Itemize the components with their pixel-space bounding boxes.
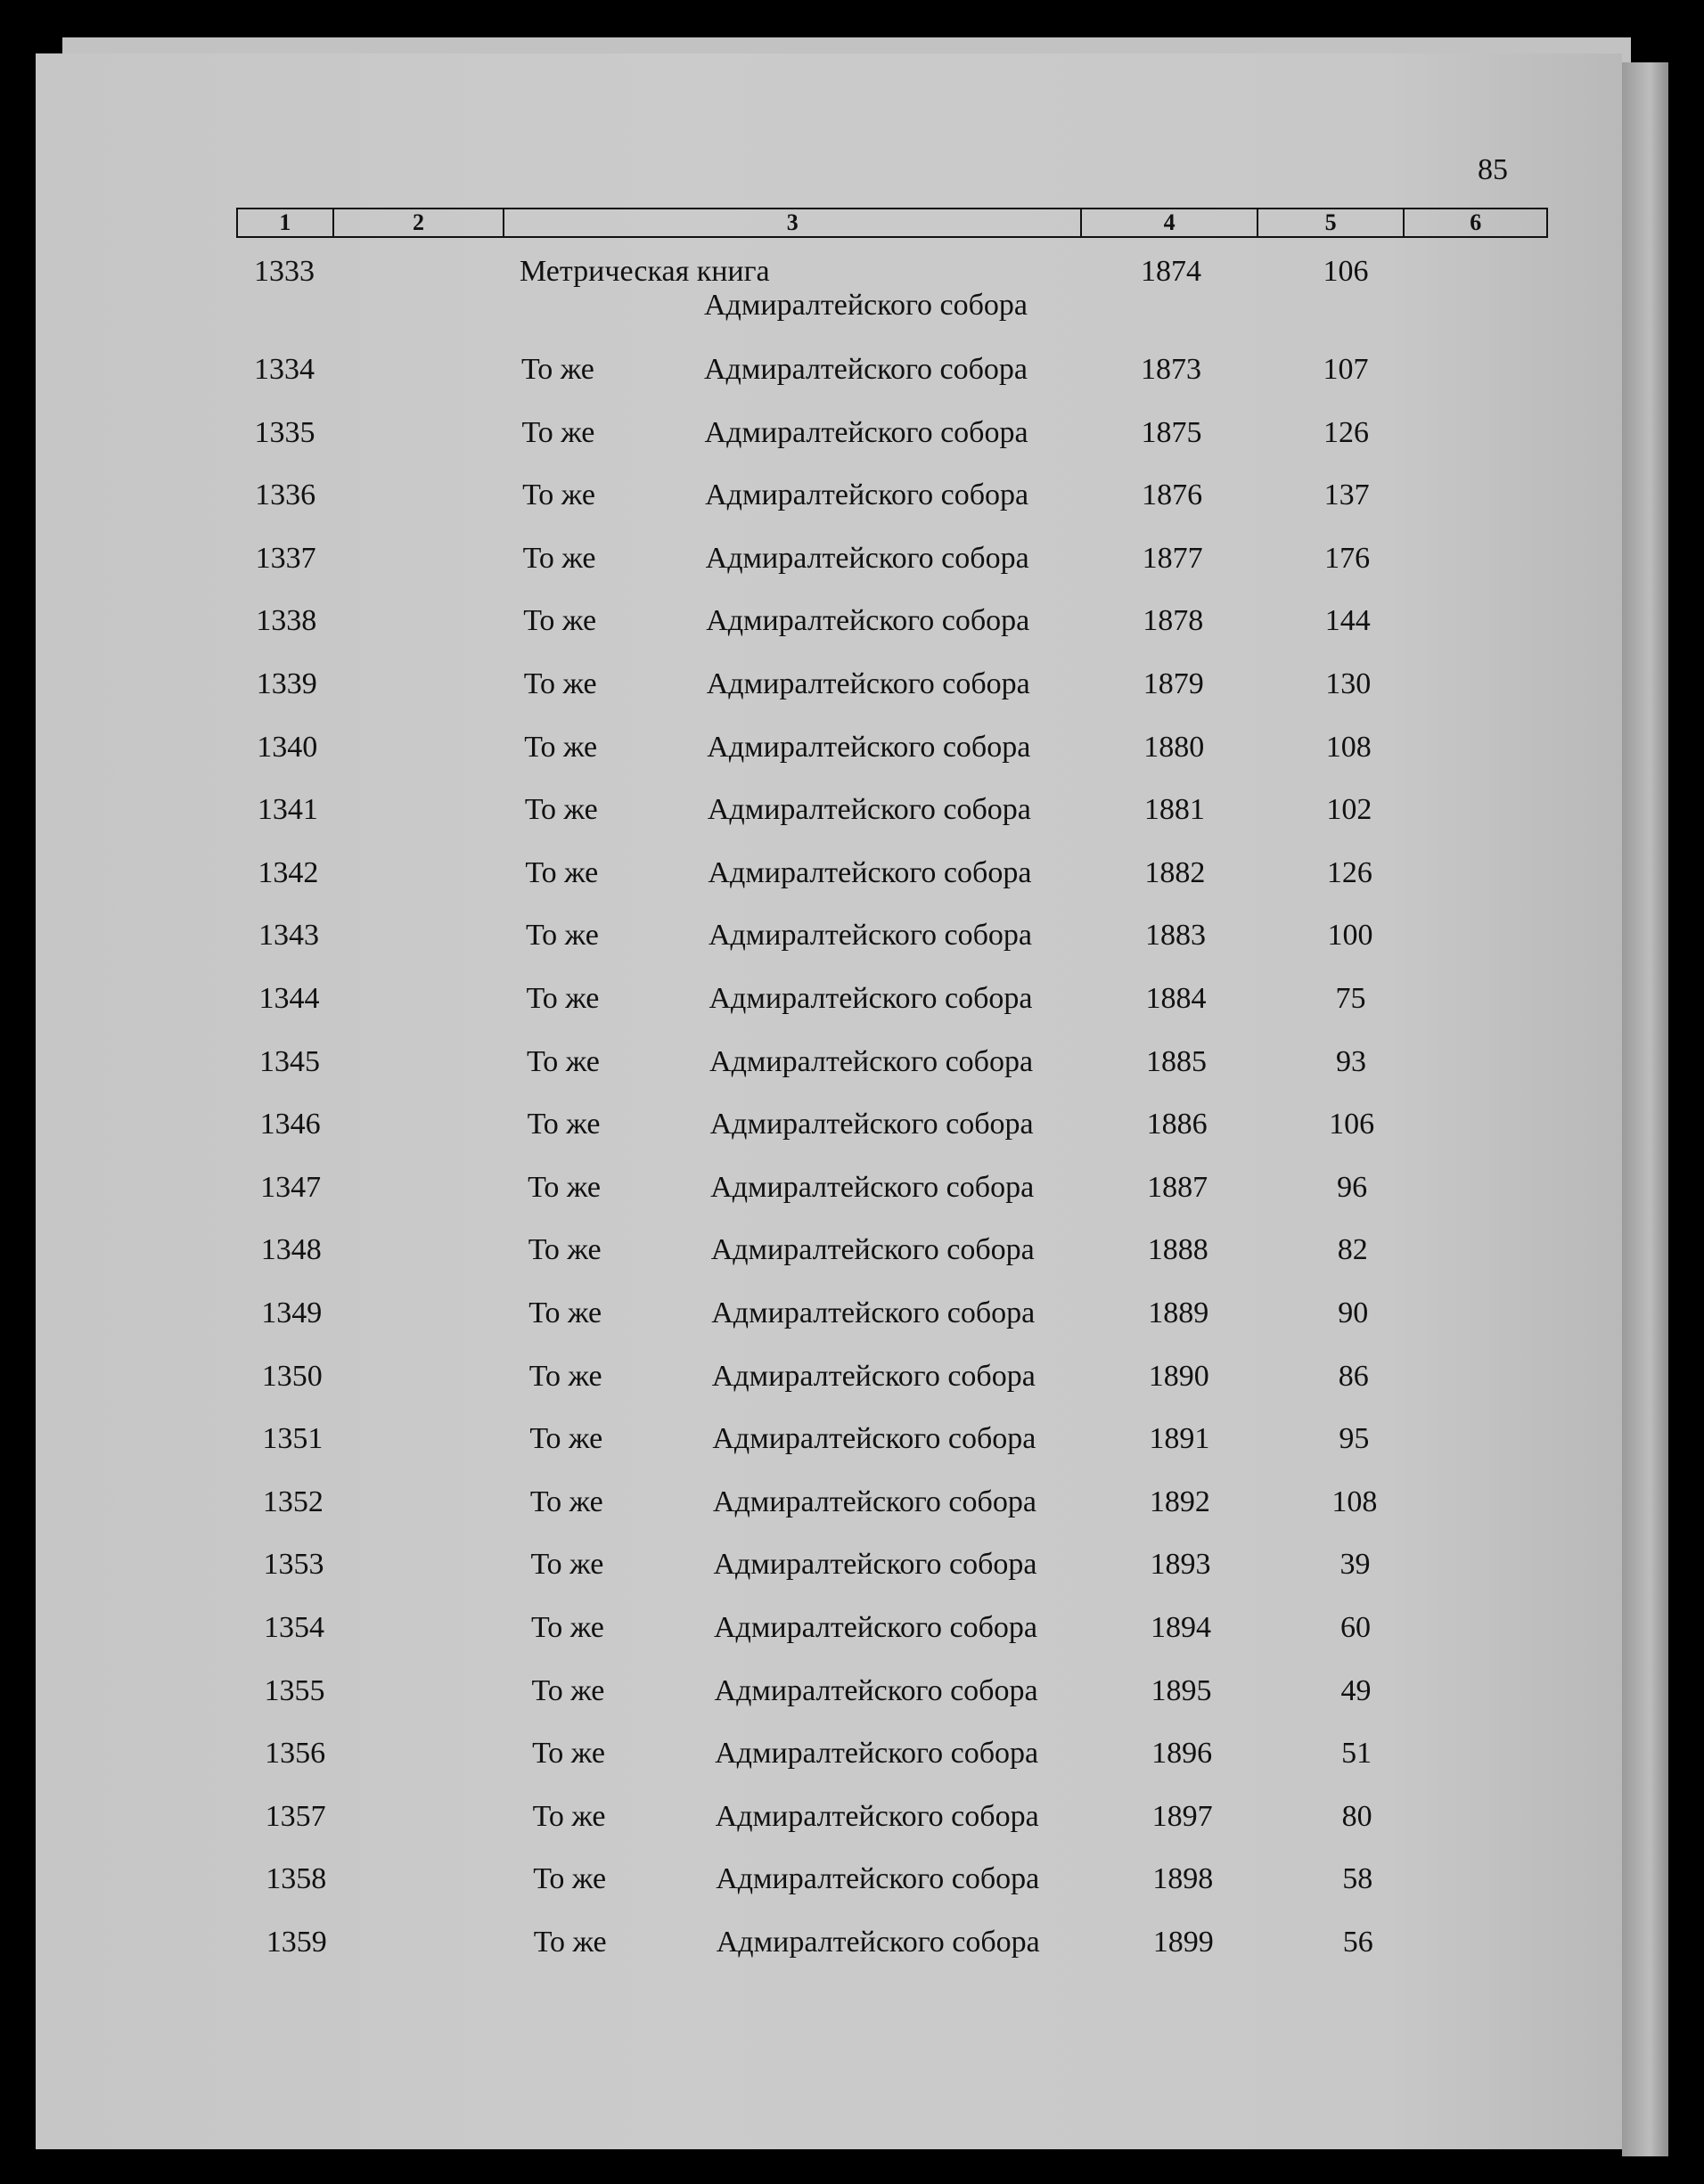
entry-number: 1346 [259,1108,321,1141]
table-row [8,1357,1704,1396]
entry-year: 1891 [1149,1422,1210,1456]
entry-organization: Адмиралтейского собора [704,353,1028,386]
column-header-5: 5 [1258,209,1405,236]
entry-organization: Адмиралтейского собора [712,1485,1036,1518]
entry-sheets: 108 [1331,1485,1378,1518]
entry-organization: Адмиралтейского собора [710,1170,1035,1204]
entry-title: То же [528,1233,602,1267]
entry-organization: Адмиралтейского собора [705,479,1029,512]
entry-number: 1359 [266,1926,327,1959]
entry-title: То же [525,855,599,889]
entry-sheets: 51 [1341,1737,1372,1771]
table-row [5,1043,1704,1082]
entry-sheets: 126 [1326,855,1372,889]
entry-year: 1882 [1144,855,1206,889]
entry-organization: Адмиралтейского собора [715,1799,1039,1833]
entry-number: 1357 [265,1799,326,1833]
table-row [7,1231,1704,1270]
table-row [4,854,1704,893]
table-row [10,1608,1704,1648]
entry-organization: Адмиралтейского собора [705,541,1029,575]
entry-sheets: 56 [1342,1926,1373,1959]
entry-sheets: 96 [1337,1170,1368,1204]
page-number: 85 [1478,153,1508,186]
entry-number: 1351 [262,1422,324,1456]
table-row [4,916,1704,955]
entry-sheets: 75 [1335,982,1366,1015]
entry-year: 1886 [1146,1108,1208,1141]
entry-sheets: 100 [1327,919,1373,953]
table-row [4,790,1704,830]
entry-organization: Адмиралтейского собора [706,667,1030,700]
entry-sheets: 106 [1323,255,1369,288]
entry-organization: Адмиралтейского собора [710,1233,1035,1267]
entry-title: То же [530,1548,604,1582]
entry-year: 1874 [1141,255,1201,288]
entry-title: То же [524,793,598,827]
entry-number: 1338 [256,604,317,638]
entry-title: То же [523,604,597,638]
table-row [6,1105,1704,1144]
entry-year: 1879 [1143,667,1204,700]
entry-organization: Адмиралтейского собора [712,1422,1036,1456]
entry-title: То же [522,541,596,575]
entry-organization: Адмиралтейского собора [708,919,1032,953]
entry-year: 1889 [1148,1296,1209,1329]
entry-sheets: 95 [1339,1422,1370,1456]
entry-sheets: 86 [1338,1359,1369,1393]
table-row [2,601,1704,641]
entry-number: 1335 [254,415,315,449]
entry-number: 1358 [266,1862,327,1896]
entry-year: 1895 [1151,1673,1212,1707]
entry-organization: Адмиралтейского собора [715,1737,1039,1771]
entry-year: 1880 [1143,730,1205,764]
entry-number: 1343 [258,919,319,953]
entry-organization: Адмиралтейского собора [711,1296,1036,1329]
entry-year: 1898 [1152,1862,1214,1896]
entry-title: То же [521,415,595,449]
table-row [12,1923,1704,1962]
entry-number: 1340 [257,730,318,764]
entry-organization: Адмиралтейского собора [709,1044,1034,1078]
entry-title: То же [533,1926,607,1959]
entry-number: 1349 [261,1296,323,1329]
entry-number: 1336 [255,479,316,512]
entry-organization: Адмиралтейского собора [714,1611,1038,1644]
table-row [12,1797,1704,1836]
entry-organization: Адмиралтейского собора [704,415,1028,449]
entry-title: То же [529,1422,603,1456]
entry-number: 1333 [254,255,315,288]
entry-year: 1875 [1141,415,1202,449]
entry-title: То же [532,1737,605,1771]
entry-number: 1347 [260,1170,322,1204]
entry-sheets: 176 [1324,541,1371,575]
entry-title: То же [529,1485,603,1518]
entry-sheets: 82 [1337,1233,1368,1267]
entry-number: 1339 [256,667,317,700]
entry-sheets: 108 [1325,730,1372,764]
column-header-2: 2 [334,209,504,236]
table-row [0,350,1704,389]
entry-sheets: 58 [1342,1862,1373,1896]
entry-title: То же [527,1108,601,1141]
entry-organization: Адмиралтейского собора [711,1359,1036,1393]
entry-organization: Адмиралтейского собора [713,1548,1037,1582]
entry-organization: Адмиралтейского собора [716,1926,1040,1959]
entry-sheets: 106 [1329,1108,1375,1141]
entry-title: То же [527,1044,600,1078]
entry-year: 1893 [1150,1548,1211,1582]
entry-title: То же [523,667,597,700]
entry-number: 1356 [265,1737,326,1771]
entry-sheets: 102 [1326,793,1372,827]
entry-number: 1348 [260,1233,322,1267]
entry-sheets: 49 [1340,1673,1372,1707]
entry-organization: Адмиралтейского собора [704,289,1028,322]
column-header-1: 1 [238,209,334,236]
entry-sheets: 60 [1340,1611,1371,1644]
entry-title: То же [521,353,594,386]
column-header-4: 4 [1082,209,1258,236]
entry-number: 1337 [255,541,316,575]
entry-number: 1354 [264,1611,324,1644]
entry-number: 1345 [259,1044,321,1078]
entry-year: 1883 [1144,919,1206,953]
table-row [3,728,1704,767]
table-row [9,1545,1704,1584]
entry-year: 1890 [1148,1359,1209,1393]
entry-number: 1353 [263,1548,324,1582]
entry-organization: Адмиралтейского собора [714,1673,1038,1707]
table-row [8,1419,1704,1459]
table-row-first [0,252,1704,322]
entry-organization: Адмиралтейского собора [708,855,1032,889]
entry-title: То же [532,1799,606,1833]
entry-year: 1877 [1142,541,1203,575]
entry-title: То же [526,982,600,1015]
entry-title: Метрическая книга [520,255,770,288]
entry-year: 1899 [1152,1926,1214,1959]
table-row [12,1860,1704,1899]
entry-sheets: 39 [1339,1548,1371,1582]
entry-sheets: 137 [1323,479,1370,512]
entry-number: 1344 [258,982,320,1015]
entry-organization: Адмиралтейского собора [706,604,1030,638]
entry-title: То же [528,1359,602,1393]
column-header-3: 3 [504,209,1082,236]
entry-year: 1894 [1151,1611,1211,1644]
entry-sheets: 93 [1336,1044,1367,1078]
entry-year: 1878 [1143,604,1204,638]
entry-title: То же [522,479,595,512]
column-header-6: 6 [1470,209,1482,235]
entry-title: То же [528,1170,601,1204]
entry-year: 1897 [1151,1799,1213,1833]
entry-number: 1355 [264,1673,325,1707]
entry-organization: Адмиралтейского собора [707,730,1031,764]
table-row [11,1734,1704,1773]
table-row [5,979,1704,1018]
table-row [6,1168,1704,1207]
entry-sheets: 90 [1338,1296,1369,1329]
entry-year: 1892 [1149,1485,1210,1518]
entry-title: То же [531,1611,604,1644]
entry-year: 1876 [1142,479,1203,512]
entry-number: 1334 [254,353,315,386]
table-row [3,665,1704,704]
entry-organization: Адмиралтейского собора [716,1862,1040,1896]
entry-organization: Адмиралтейского собора [707,793,1031,827]
entry-title: То же [528,1296,602,1329]
table-row [2,539,1704,578]
entry-number: 1350 [261,1359,323,1393]
entry-sheets: 126 [1323,415,1370,449]
entry-number: 1342 [258,855,319,889]
table-row [9,1483,1704,1522]
entry-title: То же [524,730,598,764]
entry-year: 1873 [1141,353,1201,386]
table-row [7,1294,1704,1333]
table-row [1,413,1704,453]
entry-year: 1885 [1146,1044,1208,1078]
table-row [11,1672,1704,1711]
entry-title: То же [525,919,599,953]
entry-organization: Адмиралтейского собора [709,1108,1034,1141]
entry-organization: Адмиралтейского собора [709,982,1033,1015]
entry-sheets: 80 [1341,1799,1372,1833]
entry-year: 1896 [1151,1737,1213,1771]
entry-sheets: 130 [1325,667,1372,700]
entry-year: 1888 [1147,1233,1208,1267]
entry-year: 1881 [1143,793,1205,827]
entry-sheets: 107 [1323,353,1369,386]
entry-title: То же [531,1673,605,1707]
entry-title: То же [533,1862,607,1896]
entry-year: 1887 [1147,1170,1208,1204]
entry-year: 1884 [1145,982,1207,1015]
entry-number: 1352 [262,1485,324,1518]
table-row [1,476,1704,515]
entry-number: 1341 [257,793,318,827]
entry-sheets: 144 [1324,604,1371,638]
